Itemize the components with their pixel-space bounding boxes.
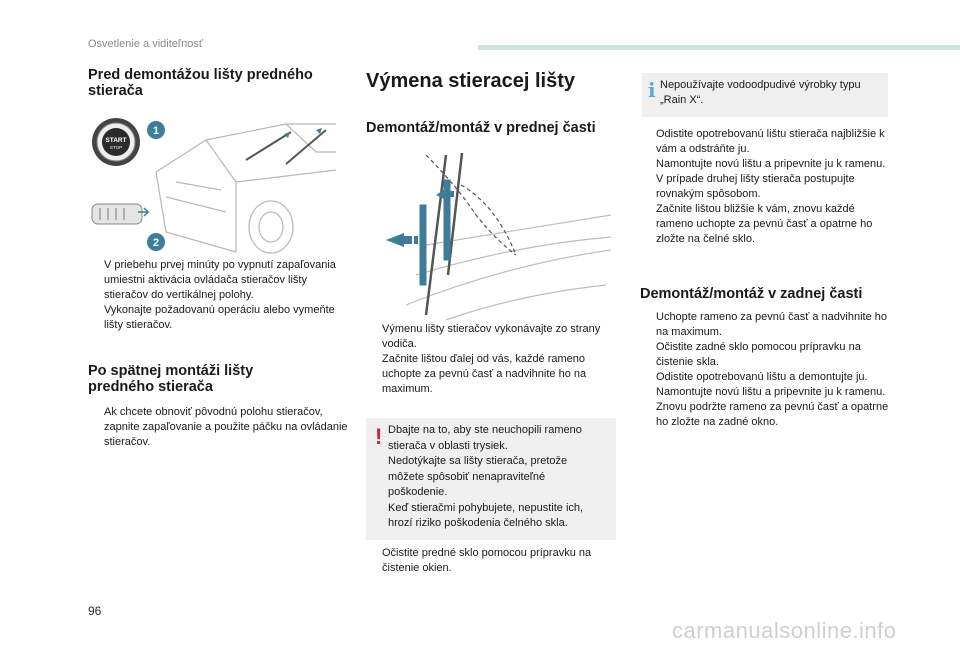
- page-title: Výmena stieracej lišty: [366, 70, 576, 92]
- right-bullets-2: [640, 310, 892, 430]
- list-item-text: V prípade druhej lišty stierača postupujte rovnakým spôsobom.: [656, 173, 855, 200]
- list-item: [88, 303, 348, 333]
- section-title-after-reinstall: [88, 363, 348, 395]
- warning-text: [388, 423, 610, 532]
- list-item: [640, 157, 892, 172]
- list-item-text: Odistite opotrebovanú lištu stierača najbližšie k vám a odstráňte ju.: [656, 128, 885, 155]
- right-bullets-1: [640, 127, 892, 247]
- list-item: [88, 258, 348, 303]
- list-item: [88, 405, 348, 450]
- title-line: stierača: [88, 83, 143, 99]
- page-number: 96: [88, 604, 102, 618]
- list-item-text: Namontujte novú lištu a pripevnite ju k ramenu.: [656, 158, 886, 170]
- title-line: Po spätnej montáži lišty: [88, 363, 254, 379]
- warning-line: hrozí riziko poškodenia čelného skla.: [388, 517, 568, 529]
- start-label: START: [105, 137, 127, 144]
- title-line: predného stierača: [88, 379, 213, 395]
- info-line: „Rain X“.: [660, 94, 704, 106]
- list-item: [640, 385, 892, 400]
- warning-box: [366, 418, 616, 540]
- list-item-text: Začnite lištou ďalej od vás, každé rameno uchopte za pevnú časť a nadvihnite ho na maximum.: [382, 353, 587, 395]
- section-title-rear: Demontáž/montáž v zadnej časti: [640, 286, 863, 302]
- list-item: [366, 322, 616, 352]
- list-item-text: Ak chcete obnoviť pôvodnú polohu stieračov, zapnite zapaľovanie a použite páčku na ovládanie stieračov.: [104, 406, 348, 448]
- wiper-control-illustration: [86, 112, 342, 256]
- list-item-text: Očistite predné sklo pomocou prípravku na čistenie okien.: [382, 547, 592, 574]
- header-bar: [478, 45, 960, 50]
- list-item: [640, 340, 892, 370]
- section-title-front: Demontáž/montáž v prednej časti: [366, 120, 596, 136]
- list-item-text: Začnite lištou bližšie k vám, znovu každé rameno uchopte za pevnú časť a opatrne ho zložte na čelné sklo.: [656, 203, 873, 245]
- list-item-text: Vykonajte požadovanú operáciu alebo vymeňte lišty stieračov.: [104, 304, 335, 331]
- section-header: Osvetlenie a viditeľnosť: [88, 38, 203, 50]
- warning-line: stierača v oblasti trysiek.: [388, 439, 508, 452]
- list-item-text: Namontujte novú lištu a pripevnite ju k ramenu.: [656, 386, 886, 398]
- list-item: [640, 127, 892, 157]
- info-line: Nepoužívajte vodoodpudivé výrobky typu: [660, 79, 861, 91]
- list-item: [640, 370, 892, 385]
- info-text: [660, 78, 884, 108]
- warning-line: Dbajte na to, aby ste neuchopili rameno: [388, 424, 582, 436]
- stop-label: STOP: [109, 145, 123, 150]
- list-item: [366, 546, 616, 576]
- list-item: [366, 352, 616, 397]
- warning-icon: !: [375, 424, 383, 449]
- marker-1: 1: [152, 125, 160, 137]
- title-line: Pred demontážou lišty predného: [88, 67, 313, 83]
- left-bullets-2: [88, 405, 348, 450]
- list-item: [640, 202, 892, 247]
- list-item-text: Uchopte rameno za pevnú časť a nadvihnite ho na maximum.: [656, 311, 887, 338]
- front-wiper-illustration: [366, 145, 616, 320]
- middle-bullets-2: [366, 546, 616, 576]
- list-item: [640, 400, 892, 430]
- left-bullets-1: [88, 258, 348, 333]
- list-item-text: Výmenu lišty stieračov vykonávajte zo strany vodiča.: [382, 323, 601, 350]
- info-icon: i: [648, 78, 656, 102]
- list-item: [640, 310, 892, 340]
- warning-line: Keď stieračmi pohybujete, nepustite ich,: [388, 501, 584, 514]
- section-title-before-removal: [88, 67, 348, 99]
- list-item-text: Odistite opotrebovanú lištu a demontujte ju.: [656, 371, 868, 383]
- warning-line: Nedotýkajte sa lišty stierača, pretože: [388, 455, 568, 467]
- middle-bullets-1: [366, 322, 616, 397]
- marker-2: 2: [152, 237, 160, 249]
- warning-line: môžete spôsobiť nenapraviteľné: [388, 470, 546, 483]
- list-item-text: V priebehu prvej minúty po vypnutí zapaľovania umiestni aktivácia ovládača stieračov lišty stieračov do vertikálnej polohy.: [104, 259, 336, 301]
- watermark: carmanualsonline.info: [672, 618, 897, 643]
- warning-line: poškodenie.: [388, 486, 448, 498]
- info-box: [642, 73, 888, 117]
- list-item: [640, 172, 892, 202]
- list-item-text: Znovu podržte rameno za pevnú časť a opatrne ho zložte na zadné okno.: [656, 401, 889, 428]
- list-item-text: Očistite zadné sklo pomocou prípravku na čistenie skla.: [656, 341, 861, 368]
